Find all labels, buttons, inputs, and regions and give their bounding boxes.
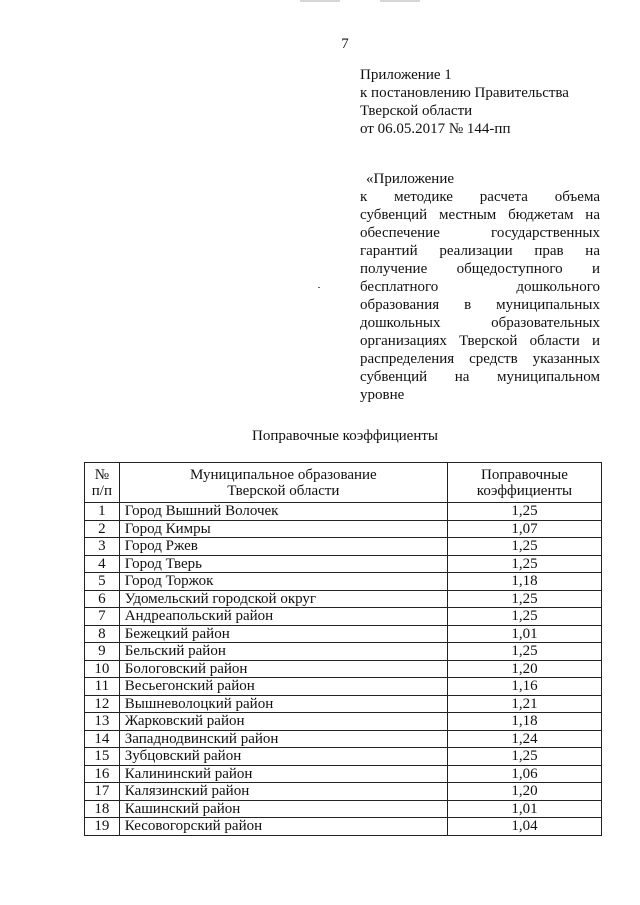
annex-header-line: к постановлению Правительства xyxy=(360,85,569,101)
row-number-cell: 18 xyxy=(85,800,120,818)
row-number-cell: 15 xyxy=(85,748,120,766)
row-municipality-cell: Калязинский район xyxy=(119,783,447,801)
row-municipality-cell: Город Торжок xyxy=(119,573,447,591)
table-row xyxy=(85,818,602,836)
row-municipality-cell: Город Ржев xyxy=(119,538,447,556)
header-num xyxy=(85,463,120,503)
row-municipality-cell: Зубцовский район xyxy=(119,748,447,766)
row-number-cell: 10 xyxy=(85,660,120,678)
annex-reference-line: обеспечение государственных xyxy=(360,225,600,241)
table-row xyxy=(85,573,602,591)
header-num-line: п/п xyxy=(91,483,113,499)
table-row xyxy=(85,783,602,801)
row-coefficient-cell: 1,25 xyxy=(447,555,601,573)
annex-reference-block xyxy=(360,170,600,404)
row-coefficient-cell: 1,25 xyxy=(447,503,601,521)
row-municipality-cell: Кесовогорский район xyxy=(119,818,447,836)
scan-artifact xyxy=(0,0,640,2)
row-coefficient-cell: 1,24 xyxy=(447,730,601,748)
annex-reference-line: дошкольных образовательных xyxy=(360,315,600,331)
table-row xyxy=(85,608,602,626)
header-municipality-line: Тверской области xyxy=(227,483,340,499)
annex-reference-line: гарантий реализации прав на xyxy=(360,243,600,259)
row-coefficient-cell: 1,01 xyxy=(447,625,601,643)
annex-reference-line: к методике расчета объема xyxy=(360,189,600,205)
row-number-cell: 5 xyxy=(85,573,120,591)
row-municipality-cell: Бельский район xyxy=(119,643,447,661)
table-row xyxy=(85,800,602,818)
header-coefficient-line: Поправочные xyxy=(481,467,568,483)
row-number-cell: 14 xyxy=(85,730,120,748)
row-municipality-cell: Кашинский район xyxy=(119,800,447,818)
row-municipality-cell: Западнодвинский район xyxy=(119,730,447,748)
table-row xyxy=(85,520,602,538)
header-num-line: № xyxy=(94,467,110,483)
annex-reference-line: получение общедоступного и xyxy=(360,261,600,277)
row-number-cell: 11 xyxy=(85,678,120,696)
annex-reference-line: распределения средств указанных xyxy=(360,351,600,367)
annex-reference-line: субвенций на муниципальном xyxy=(360,369,600,385)
row-number-cell: 7 xyxy=(85,608,120,626)
table-row xyxy=(85,555,602,573)
page-number: 7 xyxy=(341,36,349,52)
header-coefficient xyxy=(447,463,601,503)
table-row xyxy=(85,503,602,521)
annex-reference-line: уровне xyxy=(360,387,405,403)
row-coefficient-cell: 1,25 xyxy=(447,590,601,608)
annex-reference-line: бесплатного дошкольного xyxy=(360,279,600,295)
table-header-row xyxy=(85,463,602,503)
table-row xyxy=(85,625,602,643)
annex-header-line: Тверской области xyxy=(360,103,473,119)
table-row xyxy=(85,590,602,608)
row-municipality-cell: Бологовский район xyxy=(119,660,447,678)
table-row xyxy=(85,765,602,783)
row-municipality-cell: Город Вышний Волочек xyxy=(119,503,447,521)
row-number-cell: 9 xyxy=(85,643,120,661)
row-municipality-cell: Калининский район xyxy=(119,765,447,783)
row-number-cell: 13 xyxy=(85,713,120,731)
header-coefficient-line: коэффициенты xyxy=(476,483,573,499)
table-row xyxy=(85,713,602,731)
table-body xyxy=(85,503,602,836)
annex-header xyxy=(360,66,610,138)
row-coefficient-cell: 1,20 xyxy=(447,660,601,678)
row-number-cell: 12 xyxy=(85,695,120,713)
header-municipality-line: Муниципальное образование xyxy=(190,467,377,483)
row-coefficient-cell: 1,25 xyxy=(447,643,601,661)
row-coefficient-cell: 1,16 xyxy=(447,678,601,696)
annex-header-line: от 06.05.2017 № 144-пп xyxy=(360,121,511,137)
row-coefficient-cell: 1,18 xyxy=(447,713,601,731)
table-row xyxy=(85,643,602,661)
row-number-cell: 19 xyxy=(85,818,120,836)
table-row xyxy=(85,730,602,748)
row-coefficient-cell: 1,07 xyxy=(447,520,601,538)
row-number-cell: 16 xyxy=(85,765,120,783)
row-number-cell: 8 xyxy=(85,625,120,643)
row-coefficient-cell: 1,18 xyxy=(447,573,601,591)
row-coefficient-cell: 1,21 xyxy=(447,695,601,713)
row-coefficient-cell: 1,25 xyxy=(447,538,601,556)
row-municipality-cell: Удомельский городской округ xyxy=(119,590,447,608)
scan-speck xyxy=(318,287,320,288)
row-number-cell: 17 xyxy=(85,783,120,801)
row-municipality-cell: Город Кимры xyxy=(119,520,447,538)
table-row xyxy=(85,538,602,556)
row-coefficient-cell: 1,06 xyxy=(447,765,601,783)
table-row xyxy=(85,748,602,766)
row-coefficient-cell: 1,25 xyxy=(447,748,601,766)
table-row xyxy=(85,678,602,696)
row-number-cell: 1 xyxy=(85,503,120,521)
row-number-cell: 3 xyxy=(85,538,120,556)
annex-reference-line: субвенций местным бюджетам на xyxy=(360,207,600,223)
table-header xyxy=(85,463,602,503)
row-coefficient-cell: 1,20 xyxy=(447,783,601,801)
annex-reference-title: «Приложение xyxy=(366,171,455,187)
header-municipality xyxy=(119,463,447,503)
row-coefficient-cell: 1,25 xyxy=(447,608,601,626)
table-row xyxy=(85,695,602,713)
row-coefficient-cell: 1,01 xyxy=(447,800,601,818)
row-municipality-cell: Жарковский район xyxy=(119,713,447,731)
coefficients-table xyxy=(84,462,602,836)
annex-reference-line: образования в муниципальных xyxy=(360,297,600,313)
row-number-cell: 4 xyxy=(85,555,120,573)
row-municipality-cell: Весьегонский район xyxy=(119,678,447,696)
row-municipality-cell: Бежецкий район xyxy=(119,625,447,643)
row-municipality-cell: Вышневолоцкий район xyxy=(119,695,447,713)
row-number-cell: 6 xyxy=(85,590,120,608)
row-coefficient-cell: 1,04 xyxy=(447,818,601,836)
annex-reference-line: организациях Тверской области и xyxy=(360,333,600,349)
row-municipality-cell: Андреапольский район xyxy=(119,608,447,626)
row-municipality-cell: Город Тверь xyxy=(119,555,447,573)
row-number-cell: 2 xyxy=(85,520,120,538)
annex-header-line: Приложение 1 xyxy=(360,67,452,83)
table-row xyxy=(85,660,602,678)
table-title: Поправочные коэффициенты xyxy=(252,428,438,444)
